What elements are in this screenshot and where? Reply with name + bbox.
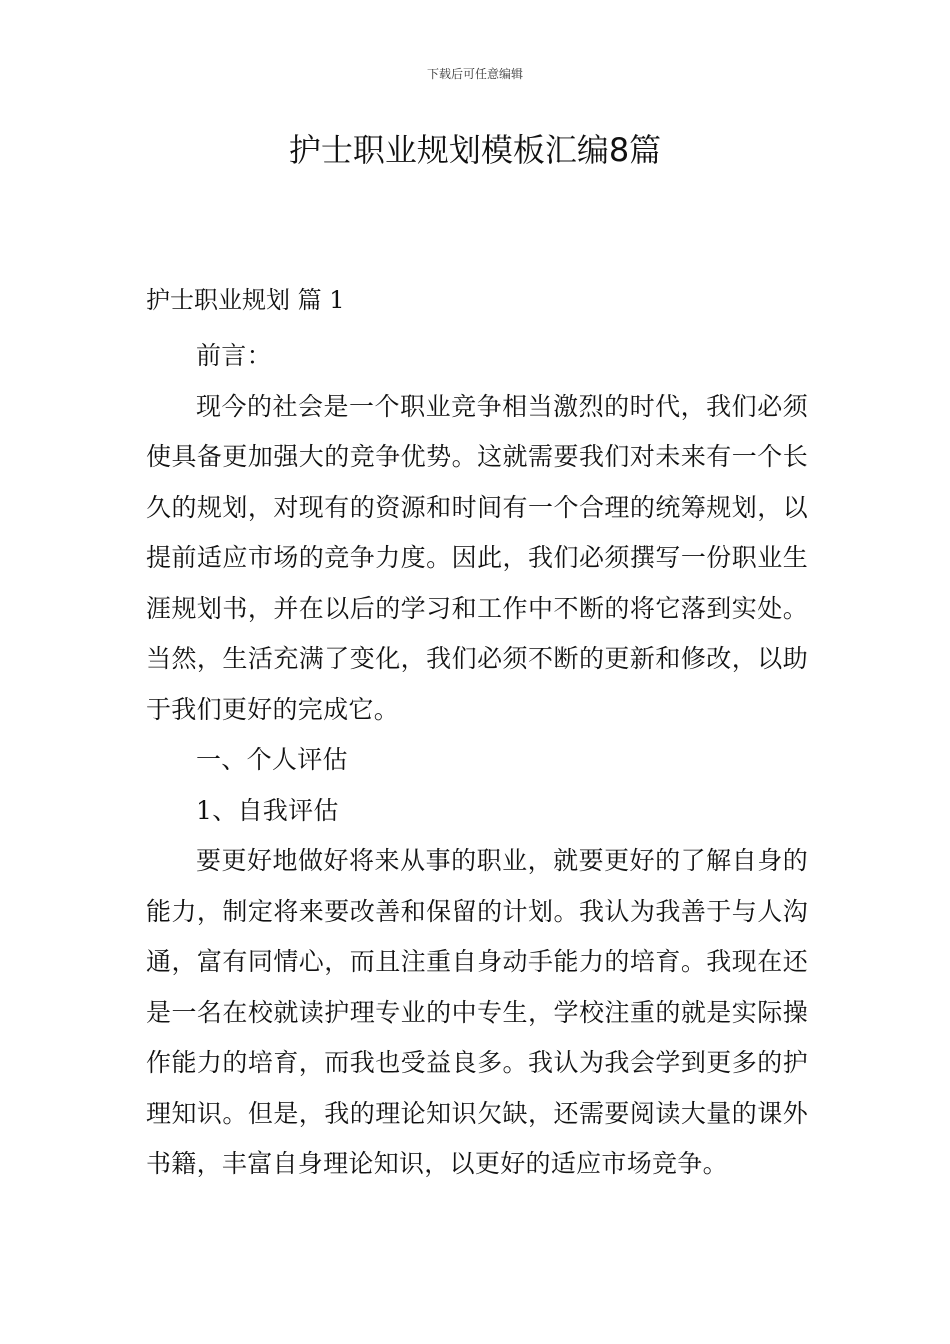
- paragraph-heading-self-assessment: 1、自我评估: [196, 795, 339, 825]
- body-text: [146, 331, 808, 1190]
- paragraph-self-assessment: 要更好地做好将来从事的职业，就要更好的了解自身的能力，制定将来要改善和保留的计划。我认为我善于与人沟通，富有同情心，而且注重自身动手能力的培育。我现在还是一名在校就读护理专业的中专生，学校注重的就是实际操作能力的培育，而我也受益良多。我认为我会学到更多的护理知识。但是，我的理论知识欠缺，还需要阅读大量的课外书籍，丰富自身理论知识，以更好的适应市场竞争。: [146, 846, 808, 1178]
- paragraph-preface-label: 前言：: [196, 341, 272, 370]
- paragraph-intro: 现今的社会是一个职业竞争相当激烈的时代，我们必须使具备更加强大的竞争优势。这就需要我们对未来有一个长久的规划，对现有的资源和时间有一个合理的统筹规划，以提前适应市场的竞争力度。因此，我们必须撰写一份职业生涯规划书，并在以后的学习和工作中不断的将它落到实处。当然，生活充满了变化，我们必须不断的更新和修改，以助于我们更好的完成它。: [146, 391, 808, 724]
- document-title: 护士职业规划模板汇编8篇: [288, 131, 662, 169]
- section-heading: 护士职业规划 篇 1: [146, 286, 345, 314]
- paragraph-heading-personal-assessment: 一、个人评估: [196, 745, 348, 774]
- header-note: 下载后可任意编辑: [426, 67, 523, 81]
